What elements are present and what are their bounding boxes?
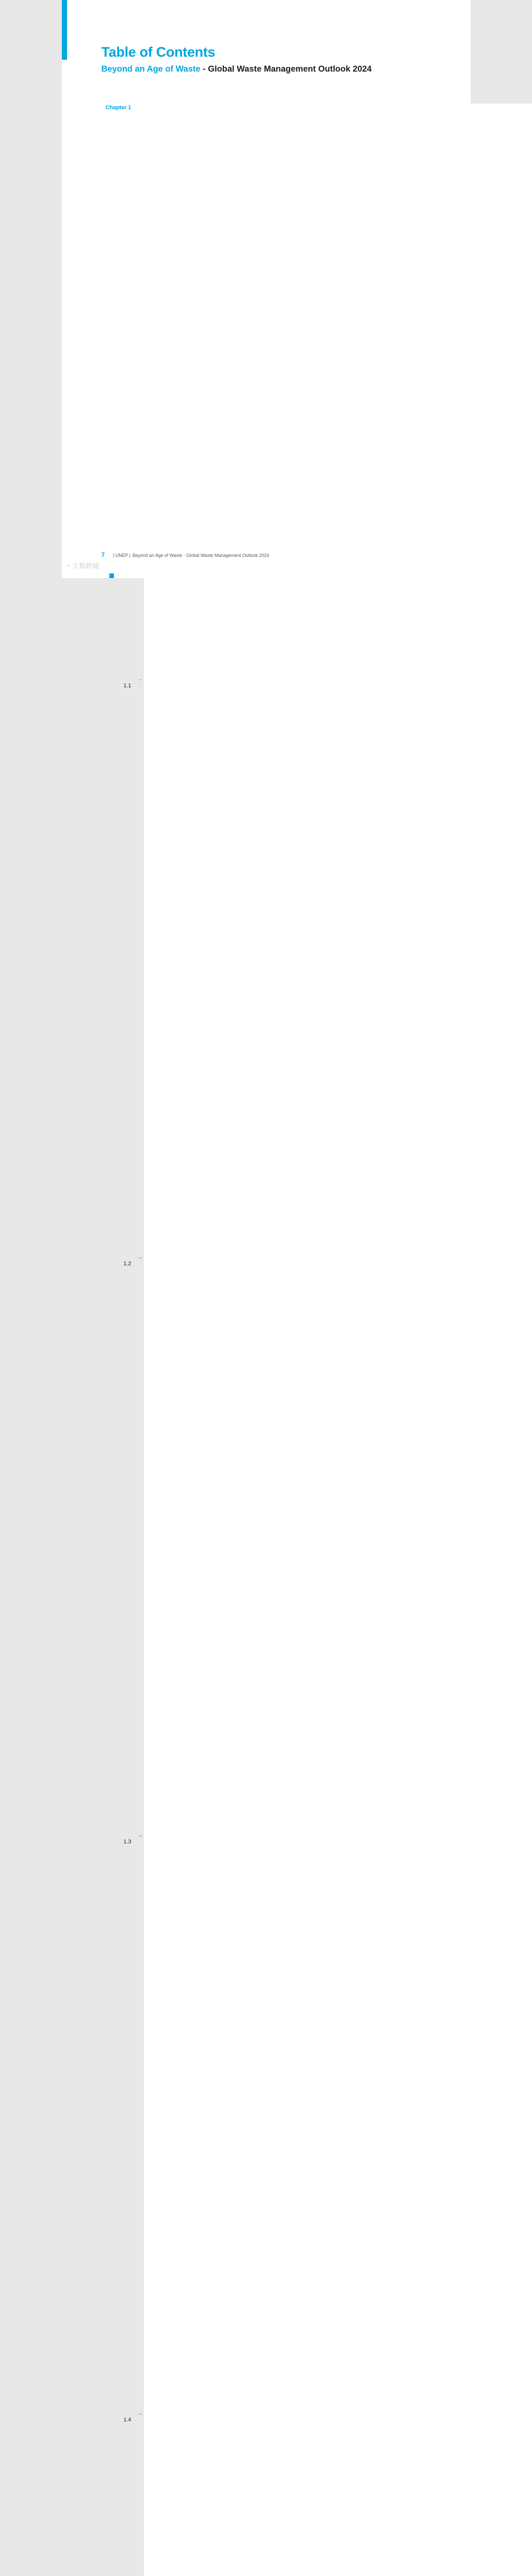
top-left-accent-bar (62, 0, 67, 60)
toc-entry[interactable] (102, 1838, 429, 2416)
bottom-edge-accent-mark (109, 573, 114, 578)
footer-page-number: 7 (102, 551, 105, 558)
toc-entry-label: 1.4 (102, 2416, 131, 2424)
toc-entry-page[interactable] (144, 682, 532, 1260)
footer-brand: | UNEP | (113, 553, 130, 558)
toc-entry[interactable] (102, 2416, 429, 2576)
toc-entry-label: 1.2 (102, 1260, 131, 1268)
toc-entry-label: 1.1 (102, 682, 131, 690)
toc-entry-page[interactable] (144, 104, 532, 682)
watermark (66, 561, 99, 570)
watermark-logo-icon: ◔ (66, 562, 70, 570)
table-of-contents (102, 104, 429, 2576)
toc-entry-page[interactable] (144, 2416, 532, 2576)
toc-entry-label: 1.3 (102, 1838, 131, 1846)
subtitle-highlight: Beyond an Age of Waste (102, 64, 201, 74)
page-footer (102, 551, 270, 558)
toc-entry[interactable] (102, 1260, 429, 1838)
watermark-text: 大数跨境 (72, 561, 99, 570)
toc-entry[interactable] (102, 104, 429, 682)
toc-entry-label: Chapter 1 (102, 104, 131, 112)
page-title: Table of Contents (102, 44, 429, 60)
toc-entry-page[interactable] (144, 1838, 532, 2416)
page-subtitle (102, 64, 429, 74)
footer-doc-name: Beyond an Age of Waste - Global Waste Management Outlook 2024 (132, 553, 269, 558)
page-content (102, 0, 429, 2576)
toc-entry-page[interactable] (144, 1260, 532, 1838)
toc-entry[interactable] (102, 682, 429, 1260)
document-page (62, 0, 471, 578)
subtitle-rest: - Global Waste Management Outlook 2024 (201, 64, 372, 74)
